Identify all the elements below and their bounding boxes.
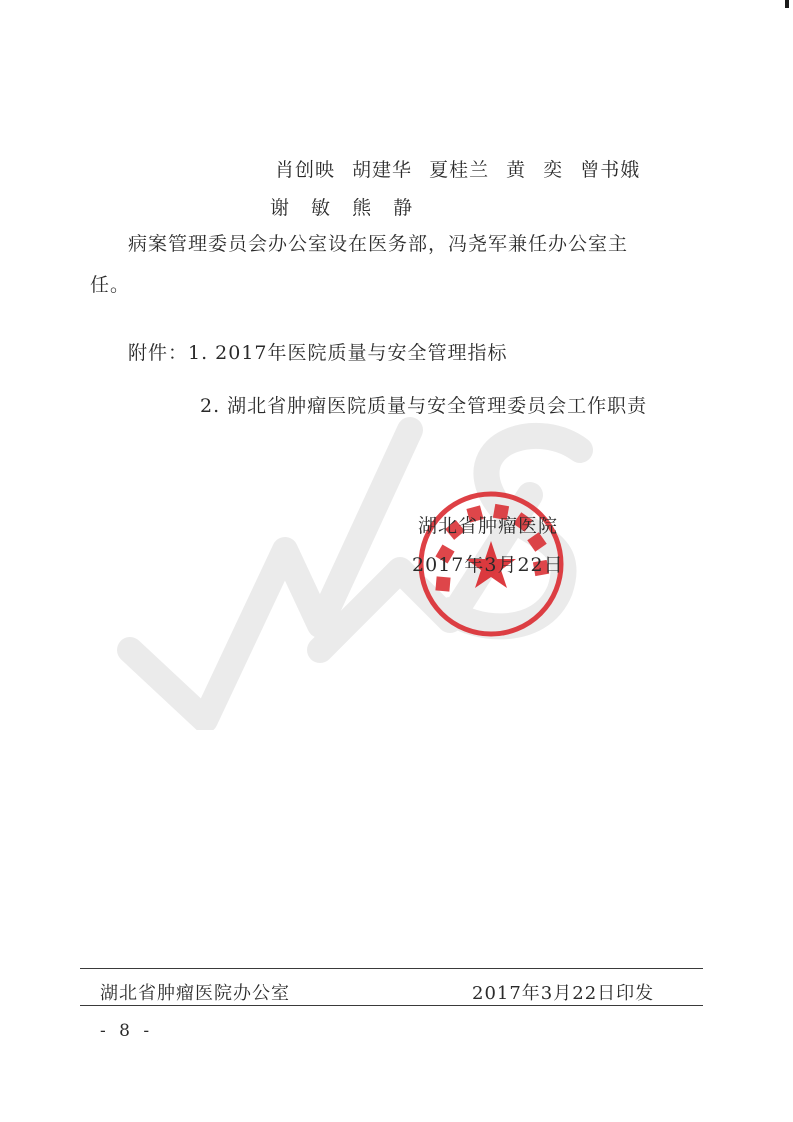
attachment-1: 附件：1. 2017年医院质量与安全管理指标 [128, 342, 508, 364]
footer-issuer: 湖北省肿瘤医院办公室 [100, 983, 290, 1004]
attachment-2: 2. 湖北省肿瘤医院质量与安全管理委员会工作职责 [200, 395, 648, 417]
office-paragraph-line-2: 任。 [90, 274, 131, 296]
scan-corner-mark [785, 0, 789, 8]
office-paragraph-line-1: 病案管理委员会办公室设在医务部，冯尧军兼任办公室主 [128, 233, 629, 255]
signature-organization: 湖北省肿瘤医院 [418, 515, 559, 537]
footer-top-rule [80, 968, 703, 969]
page-number: - 8 - [100, 1021, 154, 1041]
signature-date: 2017年3月22日 [412, 554, 564, 576]
committee-members-line-2: 谢 敏 熊 静 [270, 197, 414, 219]
committee-members-line-1: 肖创映 胡建华 夏桂兰 黄 奕 曾书娥 [275, 159, 641, 181]
footer-issue-date: 2017年3月22日印发 [472, 983, 655, 1004]
footer-bottom-rule [80, 1005, 703, 1006]
